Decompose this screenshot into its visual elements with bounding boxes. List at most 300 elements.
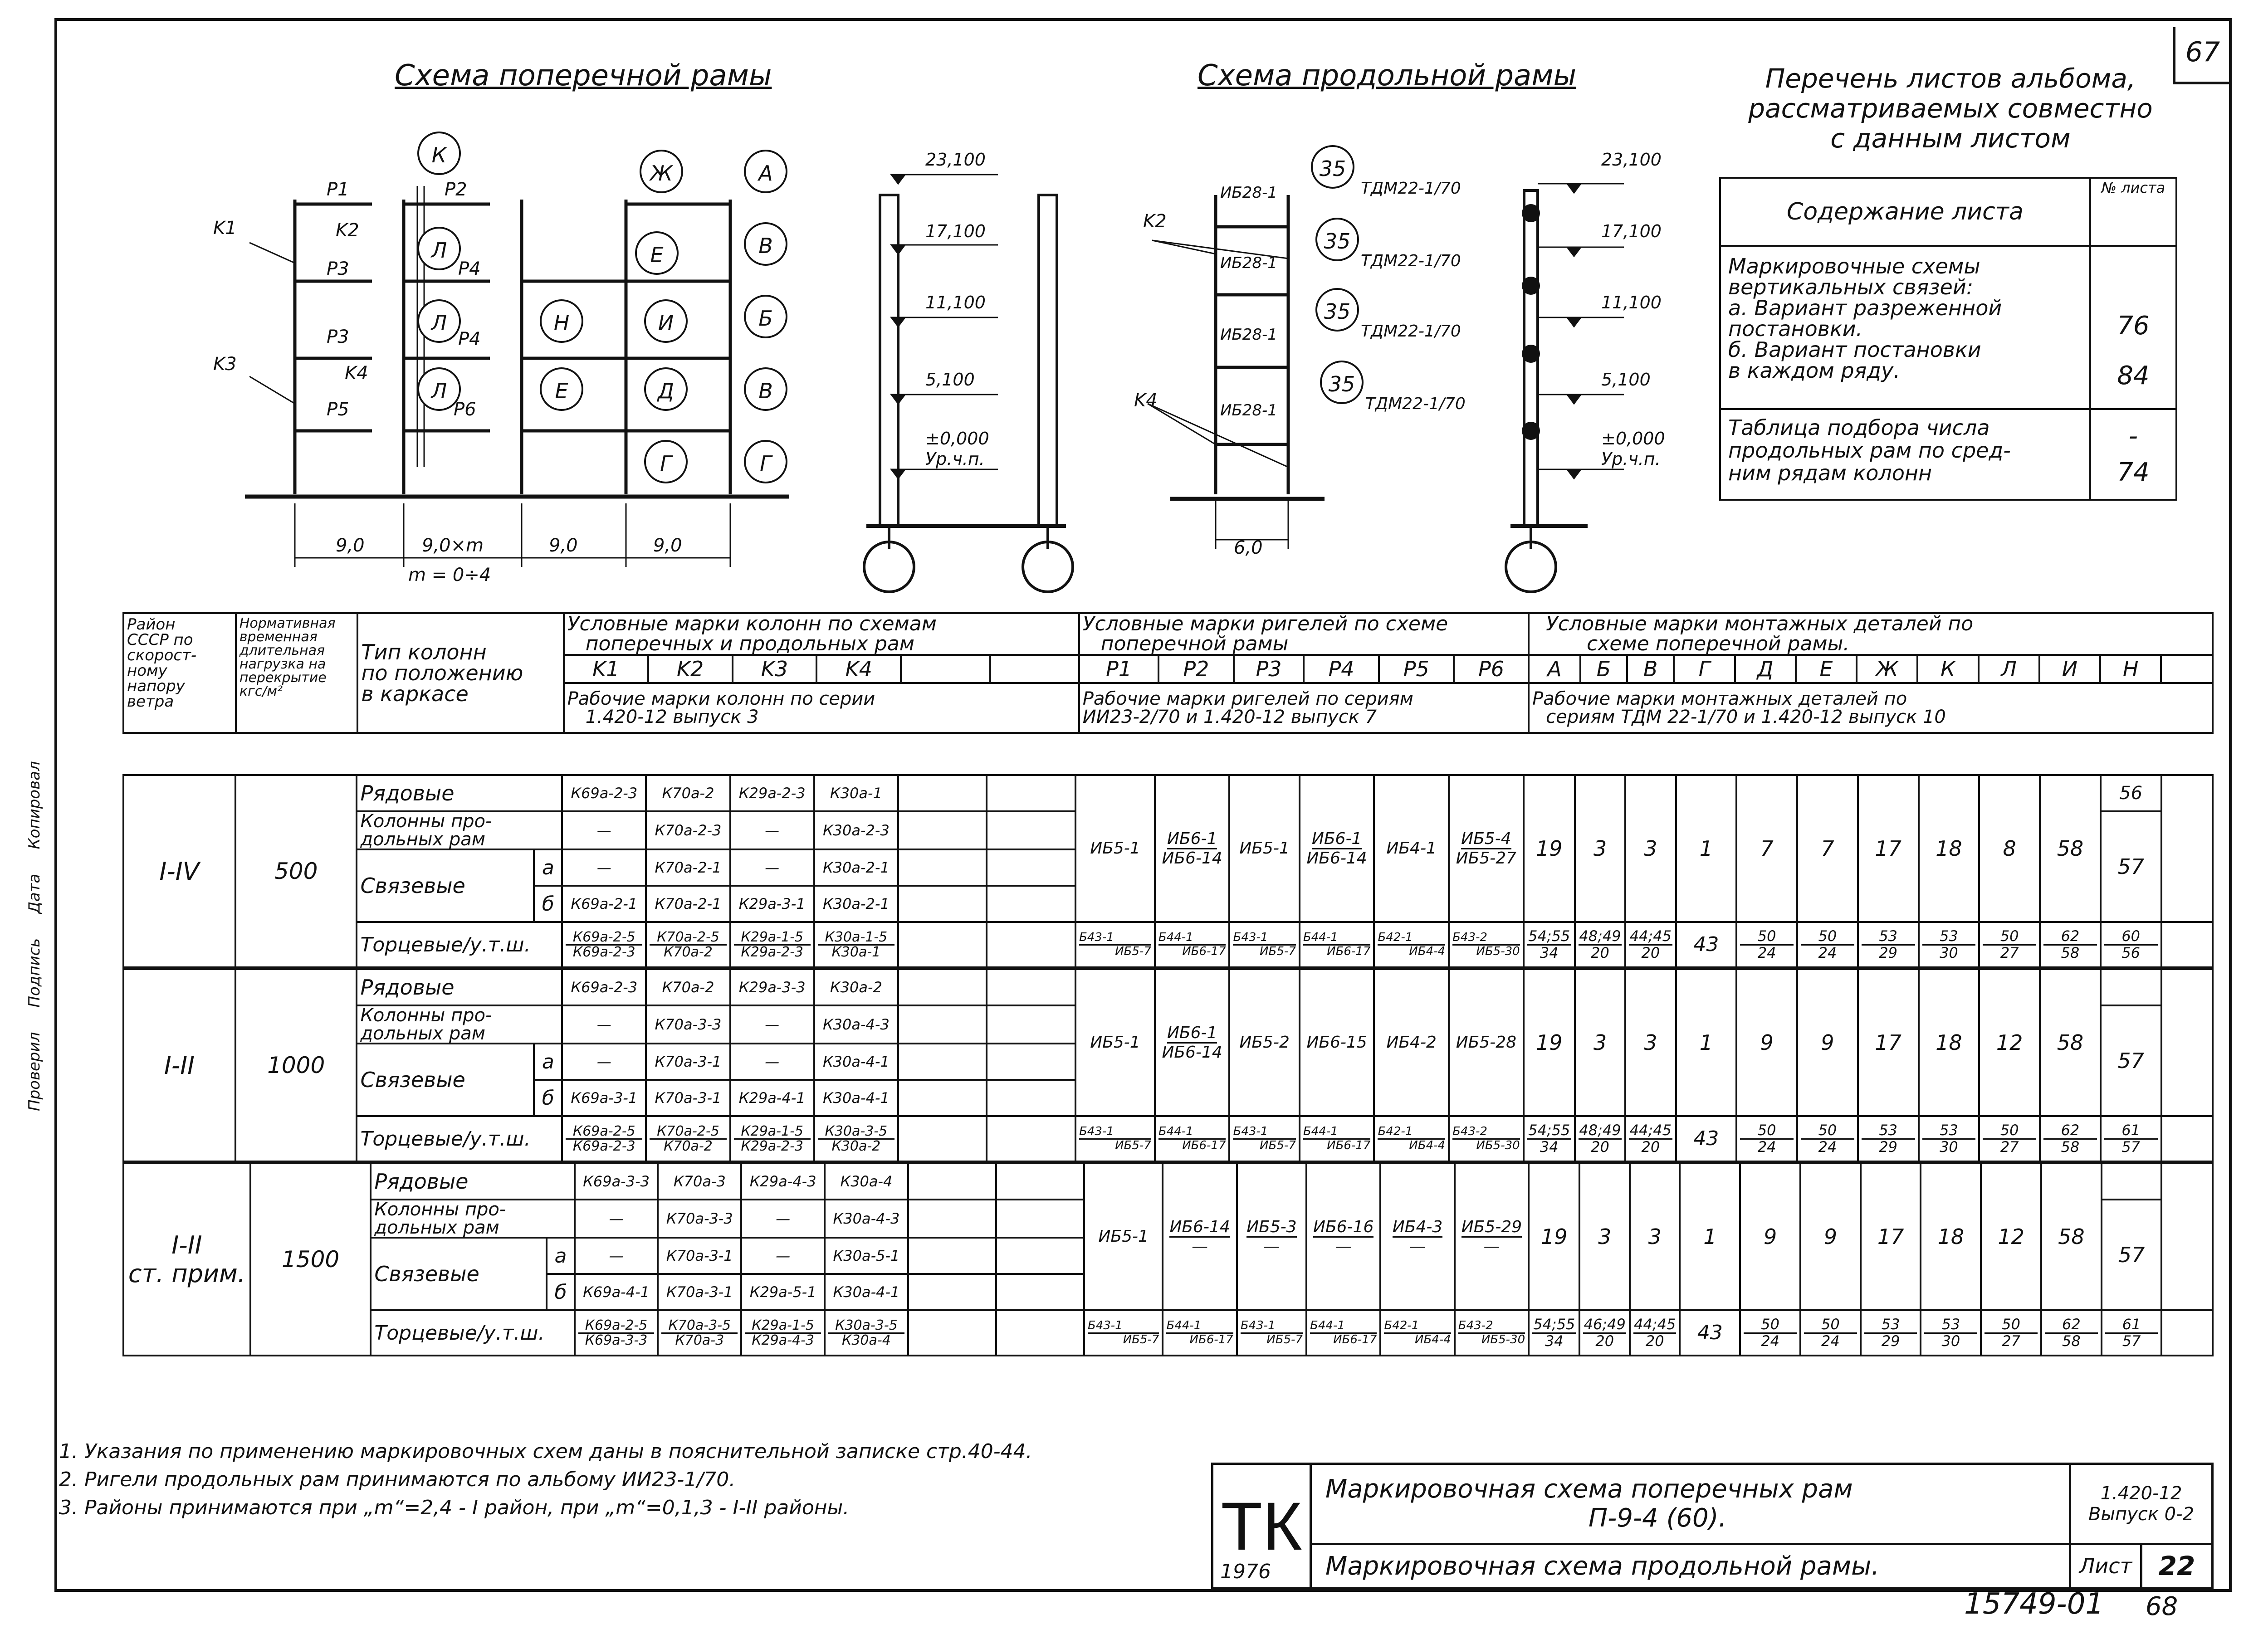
sub-header-line: Рабочие марки колонн по серии	[567, 688, 875, 709]
beam-mark-top: Б42-1	[1384, 1319, 1419, 1333]
detail-mark-cell: 9	[1740, 1163, 1800, 1310]
beam-mark-top: Б44-1	[1158, 1125, 1193, 1139]
marker-circle: В	[744, 367, 787, 411]
marker-circle: Д	[644, 367, 688, 411]
beam-mark: —	[1263, 1237, 1280, 1256]
detail-mark-cell: 19	[1524, 969, 1575, 1116]
elevation-label: 23,100	[925, 150, 986, 170]
key-cell: K4	[816, 655, 901, 683]
column-mark-bottom: К30а-2	[831, 1138, 881, 1154]
empty-cell	[2161, 775, 2213, 922]
empty-cell	[987, 922, 1075, 967]
detail-mark-top: 48;49	[1579, 927, 1621, 945]
region-cell: I-II	[123, 969, 235, 1161]
marker-circle: А	[744, 150, 787, 193]
header-load-line: нагрузка на	[239, 656, 326, 672]
empty-cell	[987, 1080, 1075, 1116]
key-cell: P4	[1304, 655, 1378, 683]
marker-circle: Ж	[640, 150, 683, 193]
detail-mark-top: 50	[1740, 1123, 1794, 1140]
detail-mark: 43	[1693, 1127, 1719, 1150]
empty-cell	[898, 775, 987, 811]
header-line: поперечной рамы	[1100, 632, 1289, 655]
marker-circle: Г	[744, 440, 787, 483]
sheet-list-line: ним рядам колонн	[1728, 461, 1932, 485]
column-mark-bottom: К70а-2	[664, 1138, 713, 1154]
detail-mark-bottom: 29	[1879, 1138, 1898, 1156]
beam-mark: —	[1409, 1237, 1426, 1256]
detail-mark-cell	[1919, 922, 1980, 967]
detail-mark-bottom: 30	[1940, 1138, 1958, 1156]
elevation-label: ±0,000	[925, 429, 989, 449]
beam-mark-bottom: ИБ5-7	[1088, 1332, 1159, 1346]
detail-mark-cell: 9	[1797, 969, 1858, 1116]
beam-mark: ИБ6-16	[1313, 1218, 1374, 1238]
column-mark-cell	[741, 1310, 825, 1356]
marker-circle: Л	[417, 227, 461, 270]
empty-cell	[898, 849, 987, 886]
beam-mark-bottom: ИБ5-7	[1079, 1138, 1151, 1152]
detail-mark-cell: 58	[2040, 775, 2101, 922]
header-line: Условные марки колонн по схемам	[567, 612, 937, 635]
elevation-label: 11,100	[1601, 293, 1662, 312]
header-detail-marks	[1529, 613, 2213, 655]
beam-mark-cell	[1229, 1116, 1299, 1161]
column-mark-cell: К29а-3-1	[730, 886, 814, 922]
detail-mark-bottom: 27	[2000, 1138, 2019, 1156]
column-mark-cell: К69а-3-1	[562, 1080, 646, 1116]
empty-cell	[2161, 969, 2213, 1116]
elevation-label: 11,100	[925, 293, 986, 312]
beam-mark-top: Б42-1	[1378, 931, 1413, 945]
load-cell: 500	[235, 775, 357, 967]
type-cell: Торцевые/у.т.ш.	[357, 1116, 562, 1161]
beam-mark: ИБ5-27	[1456, 849, 1517, 868]
beam-mark-cell	[1163, 1310, 1237, 1356]
sheet-list-line: продольных рам по сред-	[1728, 438, 2011, 463]
marking-table	[122, 612, 2214, 734]
detail-mark-top: 50	[1801, 929, 1854, 946]
detail-mark-cell	[1736, 1116, 1797, 1161]
empty-cell	[987, 1116, 1075, 1161]
beam-mark-cell	[1374, 775, 1449, 922]
detail-mark-cell	[1979, 922, 2040, 967]
detail-mark-bottom: 24	[1818, 944, 1837, 961]
key-cell: Н	[2100, 655, 2161, 683]
sheet-list-nums	[2090, 409, 2176, 500]
detail-mark: 43	[1693, 932, 1719, 956]
detail-mark-cell: 1	[1680, 1163, 1740, 1310]
column-mark-cell	[814, 922, 898, 967]
column-mark-cell: К70а-2	[646, 775, 730, 811]
long-dim-label: 6,0	[1234, 537, 1263, 558]
empty-cell	[898, 811, 987, 849]
sheet-list-num: 76	[2117, 311, 2150, 341]
detail-circle: 35	[1320, 361, 1364, 404]
detail-mark-bottom: 58	[2061, 1138, 2080, 1156]
sub-variant-cell: а	[547, 1238, 574, 1274]
beam-mark-cell	[1455, 1310, 1529, 1356]
beam-mark-cell	[1374, 922, 1449, 967]
column-mark-cell: К70а-2	[646, 969, 730, 1005]
column-mark-cell	[646, 1116, 730, 1161]
column-mark-bottom: К29а-4-3	[752, 1332, 814, 1348]
beam-mark: ИБ5-4	[1461, 830, 1511, 849]
detail-mark-cell: 56	[2101, 775, 2161, 811]
detail-mark-cell: 18	[1921, 1163, 1981, 1310]
detail-mark-top: 46;49	[1584, 1315, 1626, 1333]
column-mark-cell: К70а-3	[658, 1163, 741, 1200]
header-region-line: ветра	[127, 693, 174, 711]
sheet-list-num: 84	[2117, 361, 2150, 390]
beam-mark-cell	[1075, 922, 1155, 967]
sheet-list-col-content-text: Содержание листа	[1787, 198, 2024, 225]
label-p5: P5	[327, 399, 349, 420]
detail-mark-cell	[1630, 1310, 1680, 1356]
sheet-list-line: в каждом ряду.	[1728, 358, 1900, 383]
detail-mark-bottom: 20	[1641, 1138, 1660, 1156]
detail-mark-bottom: 57	[2122, 1332, 2141, 1350]
detail-mark-cell: 58	[2040, 969, 2101, 1116]
detail-mark-bottom: 27	[2002, 1332, 2020, 1350]
column-mark-cell: —	[730, 1005, 814, 1044]
detail-mark-top: 60	[2104, 929, 2158, 946]
detail-mark-cell: 57	[2102, 1200, 2162, 1310]
key-cell: А	[1529, 655, 1580, 683]
type-cell: Рядовые	[357, 969, 562, 1005]
sub-beam-header	[1079, 683, 1529, 733]
column-mark-bottom: К29а-2-3	[741, 944, 804, 960]
beam-mark: ИБ6-1	[1312, 830, 1362, 849]
sheet-list-line: б. Вариант постановки	[1728, 337, 1981, 362]
beam-mark: ИБ5-28	[1456, 1033, 1517, 1052]
column-mark-cell: К29а-3-3	[730, 969, 814, 1005]
marker-circle: И	[644, 299, 688, 343]
detail-mark-cell	[1797, 922, 1858, 967]
header-type	[357, 613, 563, 733]
beam-mark-cell	[1374, 969, 1449, 1116]
beam-mark: ИБ6-14	[1306, 849, 1367, 868]
empty-cell	[987, 775, 1075, 811]
page-number-box: 67	[2173, 27, 2230, 84]
sub-header-line: ИИ23-2/70 и 1.420-12 выпуск 7	[1082, 707, 1377, 727]
detail-mark-top: 53	[1862, 1123, 1915, 1140]
beam-mark-cell	[1449, 969, 1524, 1116]
column-mark-cell: —	[741, 1200, 825, 1238]
empty-cell	[987, 849, 1075, 886]
detail-mark-bottom: 24	[1757, 944, 1776, 961]
detail-mark-cell	[1979, 1116, 2040, 1161]
column-mark-cell	[730, 922, 814, 967]
detail-mark-bottom: 20	[1641, 944, 1660, 961]
beam-label: ИБ28-1	[1220, 401, 1277, 419]
empty-cell	[2161, 1310, 2213, 1356]
type-cell: Колонны про- дольных рам	[357, 811, 562, 849]
detail-mark-top: 44;45	[1634, 1315, 1676, 1333]
beam-mark-top: Б43-2	[1458, 1319, 1493, 1333]
detail-mark-bottom: 57	[2121, 1138, 2141, 1156]
title-block	[1211, 1463, 2214, 1590]
margin-label: Копировал	[25, 761, 44, 849]
detail-mark-top: 61	[2104, 1123, 2158, 1140]
empty-cell	[908, 1274, 996, 1310]
beam-mark-top: Б43-1	[1233, 1125, 1268, 1139]
cross-frame-drawing	[191, 132, 844, 585]
detail-mark-cell: 58	[2041, 1163, 2102, 1310]
sub-variant-cell: б	[547, 1274, 574, 1310]
empty-cell	[908, 1200, 996, 1238]
detail-mark-bottom: 29	[1879, 944, 1898, 961]
dim-label: 9,0	[336, 535, 365, 556]
sheet-list-title-line: Перечень листов альбома,	[1765, 63, 2136, 94]
header-region-line: напору	[127, 677, 185, 695]
detail-mark-top: 54;55	[1527, 1123, 1571, 1140]
sub-header-line: 1.420-12 выпуск 3	[585, 707, 759, 727]
header-type-line: в каркасе	[361, 682, 469, 706]
type-cell: Рядовые	[357, 775, 562, 811]
detail-mark-cell: 17	[1858, 775, 1919, 922]
column-mark-cell	[562, 922, 646, 967]
detail-mark-top: 50	[1801, 1123, 1854, 1140]
column-mark-cell: К30а-2	[814, 969, 898, 1005]
sheet-list-col-num-text: № листа	[2101, 179, 2165, 196]
column-mark-bottom: К69а-3-3	[585, 1332, 648, 1348]
beam-mark-top: Б42-1	[1378, 1125, 1413, 1139]
detail-mark-bottom: 24	[1818, 1138, 1837, 1156]
column-mark-top: К30а-1-5	[818, 931, 894, 946]
beam-mark-cell	[1306, 1310, 1380, 1356]
column-mark-top: К30а-3-5	[828, 1319, 904, 1334]
sheet-list-table	[1719, 177, 2177, 501]
elevation-column-drawing	[839, 150, 1111, 594]
sheet-list-line: вертикальных связей:	[1728, 275, 1974, 299]
column-mark-cell	[825, 1310, 908, 1356]
detail-mark-cell: 3	[1575, 969, 1625, 1116]
beam-mark-top: Б44-1	[1303, 1125, 1338, 1139]
detail-mark-cell: 9	[1800, 1163, 1861, 1310]
beam-mark: ИБ6-1	[1167, 1024, 1217, 1044]
header-region-line: ному	[127, 662, 167, 680]
detail-mark-cell	[1858, 1116, 1919, 1161]
beam-mark: —	[1483, 1237, 1500, 1256]
beam-mark-cell	[1380, 1310, 1454, 1356]
detail-circle: 35	[1315, 218, 1359, 261]
detail-mark-cell	[1800, 1310, 1861, 1356]
empty-cell	[908, 1310, 996, 1356]
column-mark-cell: —	[730, 1044, 814, 1080]
label-p6: P6	[454, 399, 476, 420]
detail-circle: 35	[1315, 288, 1359, 332]
detail-mark-cell	[1676, 922, 1737, 967]
beam-mark-cell	[1075, 969, 1155, 1116]
detail-mark-bottom: 24	[1757, 1138, 1776, 1156]
key-cell: K3	[733, 655, 817, 683]
beam-mark: ИБ6-14	[1169, 1218, 1230, 1238]
empty-cell	[898, 1044, 987, 1080]
detail-mark-bottom: 30	[1940, 944, 1958, 961]
empty-cell	[996, 1274, 1084, 1310]
sheet-list-line: постановки.	[1728, 317, 1863, 341]
column-mark-cell: К69а-3-3	[575, 1163, 658, 1200]
header-region	[123, 613, 236, 733]
sub-column-header	[564, 683, 1079, 733]
header-type-line: Тип колонн	[361, 640, 487, 664]
detail-mark-top: 53	[1862, 929, 1915, 946]
beam-mark-top: Б43-1	[1240, 1319, 1276, 1333]
empty-cell	[2161, 1116, 2213, 1161]
title-line: П-9-4 (60).	[1589, 1503, 1727, 1533]
key-cell: P6	[1454, 655, 1529, 683]
beam-mark-cell	[1155, 922, 1230, 967]
beam-mark: ИБ5-29	[1461, 1218, 1522, 1238]
key-cell: K2	[648, 655, 733, 683]
empty-cell	[987, 886, 1075, 922]
column-mark-cell: К29а-2-3	[730, 775, 814, 811]
marker-circle: Г	[644, 440, 688, 483]
group-table	[122, 968, 2214, 1162]
header-type-line: по положению	[361, 661, 523, 685]
detail-mark-cell: 7	[1736, 775, 1797, 922]
header-load-line: Нормативная	[239, 615, 336, 631]
column-mark-cell	[814, 1116, 898, 1161]
beam-label: ИБ28-1	[1220, 254, 1277, 272]
detail-mark-cell	[1861, 1310, 1921, 1356]
detail-mark-top: 54;55	[1532, 1317, 1576, 1334]
marker-circle: Л	[417, 299, 461, 343]
key-cell-empty	[901, 655, 990, 683]
column-mark-top: К69а-2-5	[578, 1319, 655, 1334]
margin-labels	[25, 761, 44, 1111]
beam-mark-bottom: ИБ5-7	[1233, 944, 1295, 958]
tdm-label: ТДМ22-1/70	[1365, 395, 1466, 413]
column-mark-cell	[658, 1310, 741, 1356]
beam-mark-cell	[1155, 969, 1230, 1116]
detail-mark-top: 61	[2105, 1317, 2158, 1334]
detail-mark-cell: 12	[1981, 1163, 2041, 1310]
empty-cell	[898, 1080, 987, 1116]
beam-mark-bottom: ИБ4-4	[1384, 1332, 1451, 1346]
detail-mark-top: 62	[2043, 1123, 2097, 1140]
sheet-list-num: 74	[2117, 458, 2150, 487]
marker-circle: К	[417, 132, 461, 175]
org-mark: ТК	[1221, 1488, 1302, 1564]
detail-mark-cell	[2041, 1310, 2102, 1356]
load-cell: 1500	[250, 1163, 371, 1356]
column-mark-top: К70а-3-5	[661, 1319, 738, 1334]
detail-mark-bottom: 20	[1591, 1138, 1609, 1156]
beam-mark-cell	[1380, 1163, 1454, 1310]
sheet-list-col-num	[2090, 178, 2176, 246]
beam-mark-bottom: ИБ5-7	[1079, 944, 1151, 958]
key-cell-empty	[990, 655, 1079, 683]
detail-mark-top: 53	[1864, 1317, 1917, 1334]
detail-mark-cell	[1625, 922, 1676, 967]
column-mark-cell: К30а-2-3	[814, 811, 898, 849]
group-table	[122, 1162, 2214, 1356]
column-mark-top: К29а-1-5	[734, 1125, 811, 1140]
beam-mark-cell	[1084, 1310, 1163, 1356]
type-cell: Колонны про- дольных рам	[371, 1200, 574, 1238]
empty-cell	[898, 886, 987, 922]
beam-mark-bottom: ИБ6-17	[1158, 944, 1226, 958]
detail-mark-cell	[2040, 1116, 2101, 1161]
beam-mark-bottom: ИБ5-30	[1452, 944, 1520, 958]
detail-mark-cell	[1921, 1310, 1981, 1356]
column-mark-cell: К30а-4-1	[825, 1274, 908, 1310]
detail-mark-cell: 3	[1579, 1163, 1630, 1310]
label-p3b: P3	[327, 327, 349, 347]
detail-mark-cell: 17	[1861, 1163, 1921, 1310]
sheet-list-col-content	[1720, 178, 2090, 246]
long-frame-title: Схема продольной рамы	[1198, 59, 1577, 93]
key-cell: P3	[1234, 655, 1304, 683]
type-cell: Связевые	[357, 1044, 534, 1116]
column-mark-cell: К30а-2-1	[814, 849, 898, 886]
sub-variant-cell: б	[534, 886, 562, 922]
column-mark-cell: —	[730, 849, 814, 886]
detail-mark-bottom: 56	[2121, 944, 2141, 961]
beam-mark: ИБ6-15	[1306, 1033, 1367, 1052]
marker-circle: Б	[744, 295, 787, 338]
beam-mark: ИБ5-1	[1239, 839, 1290, 858]
header-column-marks	[564, 613, 1079, 655]
column-mark-cell: К29а-4-1	[730, 1080, 814, 1116]
type-cell: Торцевые/у.т.ш.	[357, 922, 562, 967]
key-cell: P5	[1379, 655, 1454, 683]
detail-mark-cell: 19	[1529, 1163, 1579, 1310]
beam-mark-cell	[1449, 775, 1524, 922]
beam-mark-cell	[1163, 1163, 1237, 1310]
elevation-label: Ур.ч.п.	[925, 449, 985, 469]
beam-mark-cell	[1155, 775, 1230, 922]
tdm-label: ТДМ22-1/70	[1361, 322, 1461, 341]
key-cell: И	[2039, 655, 2100, 683]
beam-mark-top: Б44-1	[1166, 1319, 1202, 1333]
detail-mark-cell: 57	[2101, 811, 2161, 922]
detail-mark-cell	[1524, 922, 1575, 967]
detail-mark-cell	[1981, 1310, 2041, 1356]
empty-cell	[898, 969, 987, 1005]
column-mark-cell	[575, 1310, 658, 1356]
detail-mark-cell: 7	[1797, 775, 1858, 922]
beam-mark-cell	[1229, 775, 1299, 922]
label-p4b: P4	[458, 329, 481, 350]
column-mark-cell: —	[562, 1005, 646, 1044]
detail-mark-top: 50	[1983, 929, 2036, 946]
detail-mark-bottom: 30	[1941, 1332, 1960, 1350]
beam-mark-cell	[1237, 1310, 1306, 1356]
detail-mark-cell: 9	[1736, 969, 1797, 1116]
beam-mark-top: Б44-1	[1158, 931, 1193, 945]
column-mark-bottom: К29а-2-3	[741, 1138, 804, 1154]
column-mark-cell: —	[575, 1200, 658, 1238]
detail-mark-cell	[1797, 1116, 1858, 1161]
beam-mark: ИБ4-1	[1386, 839, 1437, 858]
label-p1: P1	[327, 179, 349, 200]
bottom-code: 15749-01	[1964, 1587, 2104, 1621]
elevation-label: 17,100	[925, 221, 986, 241]
detail-mark-top: 48;49	[1579, 1121, 1621, 1139]
type-cell: Связевые	[371, 1238, 547, 1310]
beam-mark: —	[1335, 1237, 1352, 1256]
header-region-line: Район	[127, 615, 176, 634]
beam-mark-bottom: ИБ6-17	[1310, 1332, 1377, 1346]
beam-mark: ИБ6-14	[1162, 849, 1222, 868]
detail-mark-cell	[2101, 969, 2161, 1005]
column-mark-bottom: К30а-1	[831, 944, 881, 960]
type-cell: Рядовые	[371, 1163, 574, 1200]
detail-mark-cell: 18	[1919, 969, 1980, 1116]
